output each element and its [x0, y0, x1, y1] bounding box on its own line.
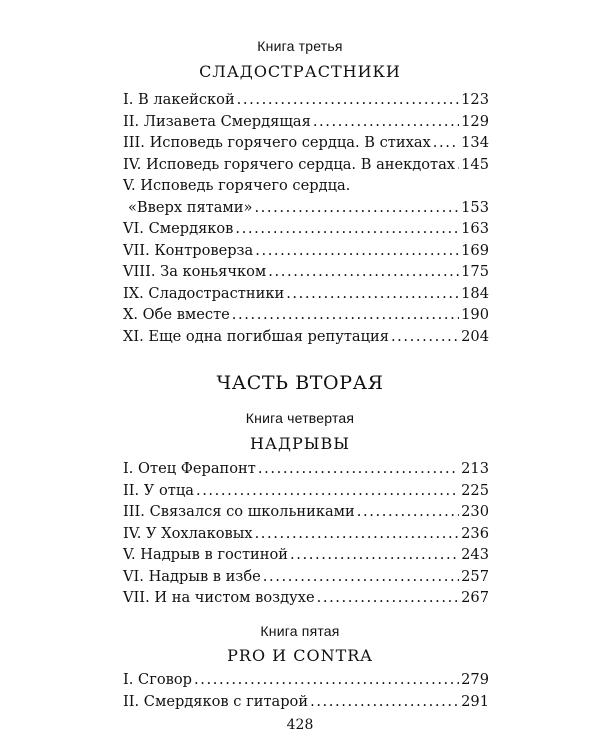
toc-entry — [123, 261, 489, 283]
dot-leader — [357, 501, 459, 523]
dot-leader — [317, 587, 460, 609]
toc-entry-page: 163 — [461, 220, 489, 237]
toc-entry — [123, 175, 489, 197]
toc-entry — [123, 480, 489, 502]
toc-entry-title: VII. И на чистом воздухе — [123, 589, 315, 606]
dot-leader — [232, 304, 459, 326]
book-title: СЛАДОСТРАСТНИКИ — [199, 62, 401, 81]
toc-entry-page: 145 — [461, 155, 489, 173]
toc-entry — [123, 111, 489, 133]
toc-entry — [123, 326, 489, 348]
toc-entry — [123, 89, 489, 111]
toc-entry-title: I. Сговор — [123, 671, 192, 688]
toc-entry — [123, 154, 489, 176]
toc-entry-page: 213 — [461, 460, 489, 477]
toc-entry-page: 225 — [461, 481, 489, 499]
toc-entry — [123, 691, 489, 713]
toc-entry — [123, 544, 489, 566]
toc-entry-page: 184 — [461, 284, 489, 302]
toc-entry — [123, 566, 489, 588]
toc-entry-title: III. Связался со школьниками — [123, 503, 355, 520]
toc-entry-page: 257 — [461, 567, 489, 585]
toc-entry-title: II. У отца — [123, 481, 194, 499]
toc-entry-page: 153 — [461, 198, 489, 216]
toc-entry — [123, 218, 489, 240]
toc-entry-title: IX. Сладострастники — [123, 284, 285, 302]
toc-entry-page: 230 — [461, 503, 489, 520]
part-title: ЧАСТЬ ВТОРАЯ — [216, 372, 384, 394]
toc-entry — [123, 501, 489, 523]
toc-entry-title: X. Обе вместе — [123, 306, 230, 323]
dot-leader — [196, 480, 459, 502]
toc-entry-page: 243 — [461, 546, 489, 563]
toc-entry — [123, 304, 489, 326]
toc-entry — [123, 283, 489, 305]
toc-entry-title: VIII. За коньячком — [123, 263, 267, 280]
dot-leader — [255, 523, 460, 545]
dot-leader — [457, 154, 459, 176]
toc-entry-page: 267 — [461, 589, 489, 606]
toc-entry-title: II. Лизавета Смердящая — [123, 112, 311, 130]
book-title: PRO И CONTRA — [227, 646, 373, 665]
toc-entry-title: VI. Надрыв в избе — [123, 567, 261, 585]
toc-entry — [123, 132, 489, 154]
dot-leader — [255, 240, 459, 262]
book-label: Книга пятая — [260, 623, 340, 639]
dot-leader — [254, 197, 459, 219]
toc-entry-page: 291 — [461, 692, 489, 710]
toc-entry-page: 279 — [461, 671, 489, 688]
toc-entry-page: 123 — [461, 91, 489, 108]
toc-entry-title: II. Смердяков с гитарой — [123, 692, 309, 710]
dot-leader — [237, 89, 459, 111]
toc-entry — [123, 587, 489, 609]
toc-entry-title: IV. У Хохлаковых — [123, 524, 253, 542]
dot-leader — [310, 691, 459, 713]
dot-leader — [391, 326, 459, 348]
toc-entry — [123, 523, 489, 545]
dot-leader — [235, 218, 459, 240]
dot-leader — [286, 283, 459, 305]
dot-leader — [263, 566, 459, 588]
toc-entry-title: VI. Смердяков — [123, 220, 234, 237]
dot-leader — [194, 669, 459, 691]
toc-entry-page: 169 — [461, 241, 489, 259]
toc-entry — [123, 240, 489, 262]
toc-entry-title: I. В лакейской — [123, 91, 235, 108]
toc-entry — [123, 669, 489, 691]
toc-entry-page: 134 — [461, 134, 489, 151]
toc-entry — [123, 197, 489, 219]
dot-leader — [268, 261, 459, 283]
toc-entry-title: V. Надрыв в гостиной — [123, 546, 288, 563]
toc-entry-title: «Вверх пятами» — [128, 198, 253, 216]
toc-list — [123, 89, 489, 347]
toc-entry-title: III. Исповедь горячего сердца. В стихах — [123, 134, 431, 151]
toc-entry-page: 236 — [461, 524, 489, 542]
book-label: Книга третья — [257, 38, 343, 54]
toc-list — [123, 669, 489, 712]
dot-leader — [290, 544, 459, 566]
page-number: 428 — [286, 717, 314, 733]
toc-entry-page: 190 — [461, 306, 489, 323]
book-label: Книга четвертая — [245, 410, 355, 426]
toc-entry-title: V. Исповедь горячего сердца. — [123, 177, 351, 194]
toc-entry-page: 175 — [461, 263, 489, 280]
toc-entry-page: 204 — [461, 327, 489, 345]
dot-leader — [433, 132, 459, 154]
dot-leader — [258, 458, 459, 480]
toc-entry-title: I. Отец Ферапонт — [123, 460, 256, 477]
toc-entry — [123, 458, 489, 480]
toc-entry-title: IV. Исповедь горячего сердца. В анекдотах — [123, 155, 456, 173]
toc-list — [123, 458, 489, 609]
book-title: НАДРЫВЫ — [249, 434, 351, 453]
dot-leader — [313, 111, 459, 133]
toc-entry-title: VII. Контроверза — [123, 241, 254, 259]
toc-entry-title: XI. Еще одна погибшая репутация — [123, 327, 389, 345]
toc-entry-page: 129 — [461, 112, 489, 130]
